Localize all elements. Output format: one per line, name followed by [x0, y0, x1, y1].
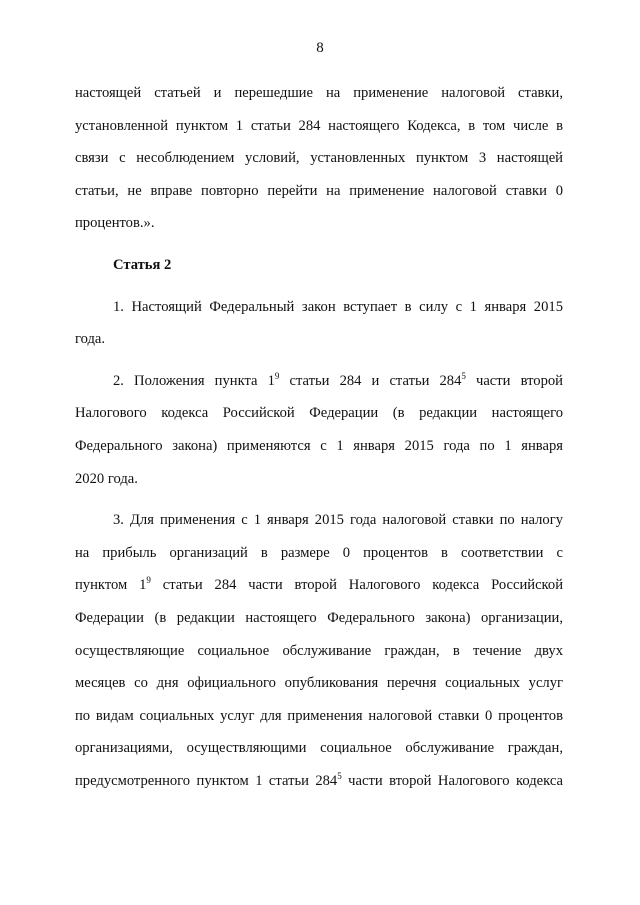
- article-heading: Статья 2: [113, 256, 172, 273]
- text-line: пунктом $1^9$ статьи 284 части второй Налогового кодекса Российской: [75, 575, 563, 594]
- paragraph-clause-3: [75, 504, 563, 797]
- paragraph-clause-2: [75, 365, 563, 495]
- text-line: 3. Для применения с 1 января 2015 года налоговой ставки по налогу: [113, 512, 563, 529]
- text-line: 2020 года.: [75, 470, 138, 487]
- document-body: [75, 77, 563, 797]
- text-line: месяцев со дня официального опубликования перечня социальных услуг: [75, 675, 563, 692]
- paragraph-continuation: [75, 77, 563, 240]
- text-line: Федерального закона) применяются с 1 января 2015 года по 1 января: [75, 437, 563, 454]
- text-line: установленной пунктом 1 статьи 284 настоящего Кодекса, в том числе в: [75, 117, 563, 134]
- paragraph-clause-1: [75, 291, 563, 356]
- text-line: процентов.».: [75, 215, 155, 232]
- text-line: настоящей статьей и перешедшие на применение налоговой ставки,: [75, 85, 563, 101]
- text-line: по видам социальных услуг для применения налоговой ставки 0 процентов: [75, 707, 563, 724]
- text-line: 1. Настоящий Федеральный закон вступает в силу с 1 января 2015: [113, 298, 563, 315]
- text-line: Налогового кодекса Российской Федерации (в редакции настоящего: [75, 405, 563, 422]
- text-line: на прибыль организаций в размере 0 процентов в соответствии с: [75, 544, 563, 561]
- text-line: предусмотренного пунктом 1 статьи $284^5$ части второй Налогового кодекса: [75, 770, 563, 789]
- text-line: 2. Положения пункта $1^9$ статьи 284 и статьи $284^5$ части второй: [113, 370, 563, 389]
- text-line: Федерации (в редакции настоящего Федерального закона) организации,: [75, 609, 563, 626]
- text-line: статьи, не вправе повторно перейти на применение налоговой ставки 0: [75, 182, 563, 199]
- text-line: организациями, осуществляющими социальное обслуживание граждан,: [75, 740, 563, 757]
- page-number: 8: [316, 40, 324, 56]
- text-line: осуществляющие социальное обслуживание граждан, в течение двух: [75, 642, 563, 659]
- text-line: связи с несоблюдением условий, установленных пунктом 3 настоящей: [75, 150, 563, 167]
- text-line: года.: [75, 331, 106, 348]
